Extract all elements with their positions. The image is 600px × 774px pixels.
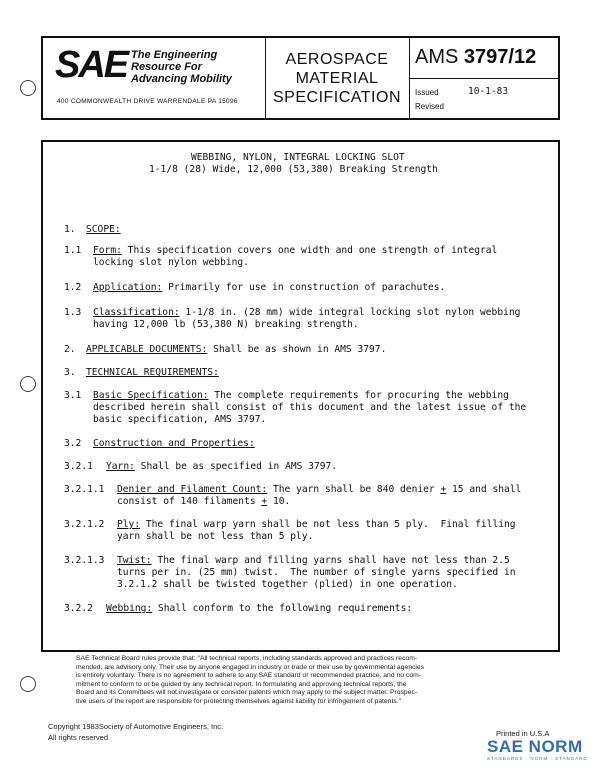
issued-value: 10-1-83 (468, 86, 509, 97)
section-num: 3.2.1.3 (64, 555, 105, 566)
ams-number: AMS 3797/12 (415, 46, 537, 68)
section-text: basic specification, AMS 3797. (93, 414, 267, 425)
title-line-2: 1-1/8 (28) Wide, 12,000 (53,380) Breaking Strength (149, 164, 438, 175)
section-text: Basic Specification: The complete requirements for procuring the webbing (93, 390, 509, 401)
punch-hole (20, 376, 36, 392)
section-text: Yarn: Shall be as specified in AMS 3797. (106, 461, 338, 472)
section-heading: Construction and Properties: (93, 438, 255, 449)
section-text: consist of 140 filaments + 10. (117, 496, 291, 507)
section-num: 3.1 (64, 390, 82, 401)
printed-in: Printed in U.S.A (496, 729, 550, 738)
section-num: 1. (64, 224, 76, 235)
section-text: yarn shall be not less than 5 ply. (117, 531, 314, 542)
address: 400 COMMONWEALTH DRIVE WARRENDALE PA 15096 (57, 98, 238, 105)
section-heading: TECHNICAL REQUIREMENTS: (86, 367, 219, 378)
section-text: turns per in. (25 mm) twist. The number of single yarns specified in (117, 567, 516, 578)
section-heading: SCOPE: (86, 224, 121, 235)
sae-norm-watermark: SAE NORM STANDARDS · NORM · STANDARD (487, 737, 588, 761)
section-text: Webbing: Shall conform to the following requirements: (106, 603, 413, 614)
section-num: 3.2.2 (64, 603, 93, 614)
revised-label: Revised (415, 102, 444, 111)
section-num: 3.2.1.1 (64, 484, 105, 495)
section-num: 2. (64, 344, 76, 355)
section-text: 3.2.1.2 shall be twisted together (plied) in one operation. (117, 579, 458, 590)
section-text: Twist: The final warp and filling yarns shall have not less than 2.5 (117, 555, 510, 566)
section-num: 1.1 (64, 245, 82, 256)
section-num: 3.2 (64, 438, 82, 449)
punch-hole (20, 80, 36, 96)
section-text: described herein shall consist of this document and the latest issue of the (93, 402, 527, 413)
section-text: having 12,000 lb (53,380 N) breaking strength. (93, 319, 359, 330)
section-text: Classification: 1-1/8 in. (28 mm) wide integral locking slot nylon webbing (93, 307, 521, 318)
section-num: 3.2.1.2 (64, 519, 105, 530)
copyright: Copyright 1983Society of Automotive Engineers, Inc. (48, 722, 224, 731)
section-text: locking slot nylon webbing. (93, 257, 249, 268)
sae-logo: SAE (55, 44, 128, 86)
header-block (41, 36, 560, 120)
section-text: Application: Primarily for use in construction of parachutes. (93, 282, 446, 293)
section-num: 1.2 (64, 282, 82, 293)
doc-type: AEROSPACE MATERIAL SPECIFICATION (273, 51, 401, 106)
section-num: 3. (64, 367, 76, 378)
punch-hole (20, 676, 36, 692)
sae-notice: SAE Technical Board rules provide that: "All technical reports, including standards approved and practices recom- mended, are advisory only. Their use by anyone engaged in industry or trade or their use by governmental agencies is entirely voluntary. There is no agreement to adhere to any SAE standard or recommended practice, and no com- mitment to conform to or be guided by any technical report. In formulating and approving technical reports, the Board and its Committees will not investigate or consider patents which may apply to the subject matter. Prospec- tive users of the report are responsible for protecting themselves against liability for infringement of patents." (76, 655, 425, 705)
issued-label: Issued (415, 88, 439, 97)
rights: All rights reserved (48, 733, 109, 742)
tagline: The Engineering Resource For Advancing Mobility (131, 49, 232, 85)
section-num: 3.2.1 (64, 461, 93, 472)
section-text: Denier and Filament Count: The yarn shall be 840 denier + 15 and shall (117, 484, 522, 495)
title-line-1: WEBBING, NYLON, INTEGRAL LOCKING SLOT (191, 152, 405, 163)
section-text: Form: This specification covers one width and one strength of integral (93, 245, 498, 256)
section-num: 1.3 (64, 307, 82, 318)
section-text: APPLICABLE DOCUMENTS: Shall be as shown in AMS 3797. (86, 344, 387, 355)
section-text: Ply: The final warp yarn shall be not less than 5 ply. Final filling (117, 519, 516, 530)
